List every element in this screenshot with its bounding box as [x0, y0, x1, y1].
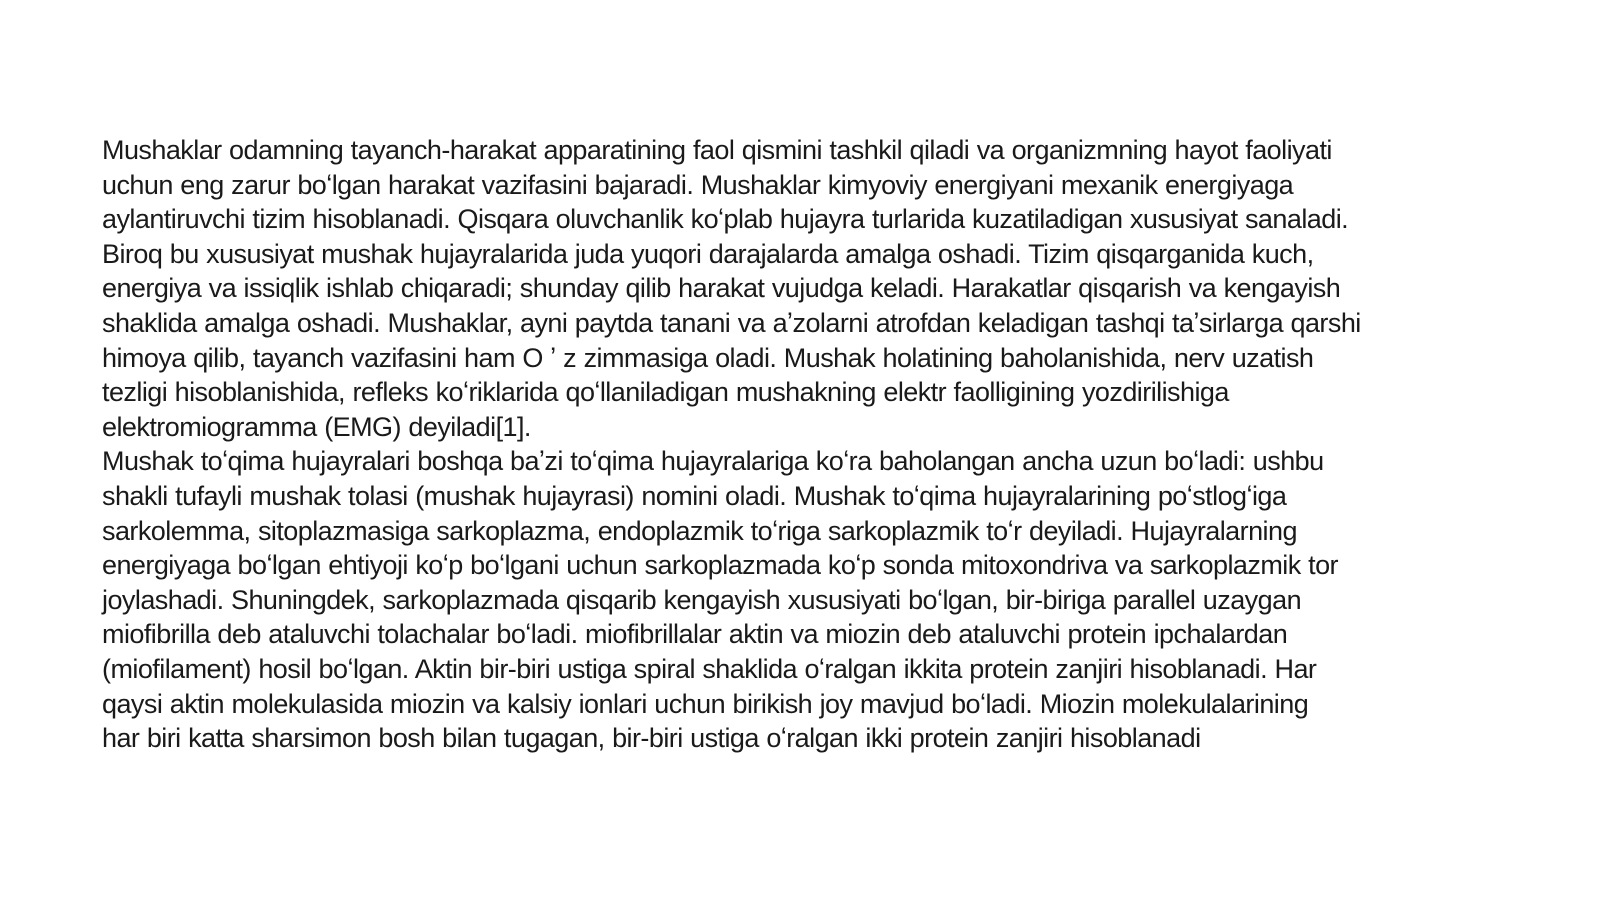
- text-line: miofibrilla deb ataluvchi tolachalar boʻladi. miofibrillalar aktin va miozin deb ataluvchi protein ipchalardan: [102, 619, 1288, 650]
- text-line: har biri katta sharsimon bosh bilan tugagan, bir-biri ustiga oʻralgan ikki protein zanjiri hisoblanadi: [102, 723, 1201, 754]
- text-line: energiya va issiqlik ishlab chiqaradi; shunday qilib harakat vujudga keladi. Harakatlar qisqarish va kengayish: [102, 273, 1341, 304]
- paragraph-1: [102, 133, 1522, 444]
- document-body: [102, 133, 1522, 756]
- text-line: energiyaga boʻlgan ehtiyoji koʻp boʻlgani uchun sarkoplazmada koʻp sonda mitoxondriva va sarkoplazmik tor: [102, 550, 1338, 581]
- text-line: elektromiogramma (EMG) deyiladi[1].: [102, 411, 531, 442]
- text-line: qaysi aktin molekulasida miozin va kalsiy ionlari uchun birikish joy mavjud boʻladi. Miozin molekulalarining: [102, 688, 1309, 719]
- text-line: Mushak toʻqima hujayralari boshqa baʼzi toʻqima hujayralariga koʻra baholangan ancha uzun boʻladi: ushbu: [102, 446, 1324, 477]
- text-line: uchun eng zarur boʻlgan harakat vazifasini bajaradi. Mushaklar kimyoviy energiyani mexanik energiyaga: [102, 169, 1294, 200]
- text-line: tezligi hisoblanishida, refleks koʻriklarida qoʻllaniladigan mushakning elektr faolligining yozdirilishiga: [102, 377, 1229, 408]
- text-line: shaklida amalga oshadi. Mushaklar, ayni paytda tanani va aʼzolarni atrofdan keladigan tashqi taʼsirlarga qarshi: [102, 307, 1361, 338]
- text-line: Mushaklar odamning tayanch-harakat apparatining faol qismini tashkil qiladi va organizmning hayot faoliyati: [102, 135, 1332, 165]
- text-line: Biroq bu xususiyat mushak hujayralarida juda yuqori darajalarda amalga oshadi. Tizim qisqarganida kuch,: [102, 238, 1314, 269]
- text-line: sarkolemma, sitoplazmasiga sarkoplazma, endoplazmik toʻriga sarkoplazmik toʻr deyiladi. Hujayralarning: [102, 515, 1297, 546]
- paragraph-2: [102, 444, 1522, 755]
- text-line: joylashadi. Shuningdek, sarkoplazmada qisqarib kengayish xususiyati boʻlgan, bir-biriga parallel uzaygan: [102, 584, 1302, 615]
- text-line: aylantiruvchi tizim hisoblanadi. Qisqara oluvchanlik koʻplab hujayra turlarida kuzatiladigan xususiyat sanaladi.: [102, 204, 1349, 235]
- text-line: shakli tufayli mushak tolasi (mushak hujayrasi) nomini oladi. Mushak toʻqima hujayralarining poʻstlogʻiga: [102, 480, 1287, 511]
- text-line: (miofilament) hosil boʻlgan. Aktin bir-biri ustiga spiral shaklida oʻralgan ikkita protein zanjiri hisoblanadi. Har: [102, 653, 1317, 684]
- text-line: himoya qilib, tayanch vazifasini ham O ʼ z zimmasiga oladi. Mushak holatining baholanishida, nerv uzatish: [102, 342, 1314, 373]
